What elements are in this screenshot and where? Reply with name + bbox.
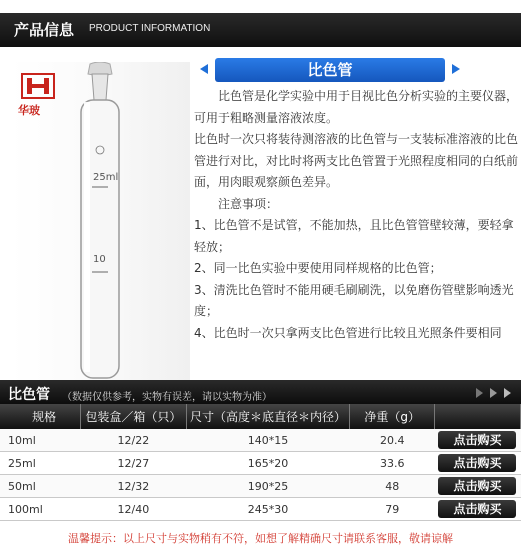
table-row [0,429,521,452]
arrow-right-icon [502,387,514,399]
buy-button[interactable]: 点击购买 [438,454,516,472]
table-section-title: 比色管 [8,387,50,403]
header-title: 产品信息 [14,21,75,39]
header-weight: 净重（g） [350,404,435,429]
footer-notice: 温馨提示：以上尺寸与实物稍有不符，如想了解精确尺寸请联系客服，敬请谅解 [68,532,453,545]
cell-size: 140*15 [186,429,350,452]
product-name-badge: 比色管 [215,58,445,82]
header-pack: 包装盒／箱（只） [81,404,186,429]
note-item: 2、同一比色实验中要使用同样规格的比色管； [194,261,442,275]
cell-spec: 10ml [0,429,81,452]
buy-button[interactable]: 点击购买 [438,477,516,495]
cell-weight: 79 [350,498,435,521]
header-spec: 规格 [0,404,81,429]
product-description [194,86,519,344]
description-paragraph: 比色管是化学实验中用于目视比色分析实验的主要仪器，可用于粗略测量溶液浓度。 [194,89,519,125]
cell-pack: 12/40 [81,498,186,521]
cell-spec: 25ml [0,452,81,475]
buy-button[interactable]: 点击购买 [438,500,516,518]
buy-button[interactable]: 点击购买 [438,431,516,449]
cell-size: 165*20 [186,452,350,475]
table-row [0,452,521,475]
arrow-left-icon [200,64,208,74]
cell-buy [434,429,520,452]
cell-buy [434,498,520,521]
notes-title: 注意事项： [218,196,279,211]
cell-buy [434,452,520,475]
spec-table [0,404,521,521]
tube-illustration [10,62,190,382]
cell-size: 245*30 [186,498,350,521]
cell-weight: 33.6 [350,452,435,475]
tube-mark-10: 10 [93,254,106,265]
table-row [0,498,521,521]
cell-spec: 50ml [0,475,81,498]
cell-pack: 12/32 [81,475,186,498]
table-section-note: （数据仅供参考，实物有误差，请以实物为准） [62,392,272,403]
arrow-right-icon [488,387,500,399]
header-bar [0,13,521,47]
header-size: 尺寸（高度＊底直径＊内径） [186,404,350,429]
cell-spec: 100ml [0,498,81,521]
arrow-right-icon [474,387,486,399]
tube-mark-25ml: 25ml [93,172,119,183]
header-buy [434,404,520,429]
cell-weight: 48 [350,475,435,498]
cell-weight: 20.4 [350,429,435,452]
note-item: 4、比色时一次只拿两支比色管进行比较且光照条件要相同 [194,325,502,340]
cell-pack: 12/27 [81,452,186,475]
brand-logo-text: 华玻 [18,104,40,117]
header-subtitle: PRODUCT INFORMATION [89,23,211,34]
note-item: 3、清洗比色管时不能用硬毛刷刷洗，以免磨伤管壁影响透光度； [194,282,514,318]
table-header-row [0,404,521,429]
header [0,0,521,55]
cell-size: 190*25 [186,475,350,498]
cell-buy [434,475,520,498]
cell-pack: 12/22 [81,429,186,452]
arrow-right-icon [452,64,460,74]
product-image [10,62,190,382]
note-item: 1、比色管不是试管，不能加热，且比色管管壁较薄，要轻拿轻放； [194,218,514,254]
table-row [0,475,521,498]
description-paragraph: 比色时一次只将装待测溶液的比色管与一支装标准溶液的比色管进行对比，对比时将两支比色管置于光照程度相同的白纸前面，用肉眼观察颜色差异。 [194,132,519,189]
